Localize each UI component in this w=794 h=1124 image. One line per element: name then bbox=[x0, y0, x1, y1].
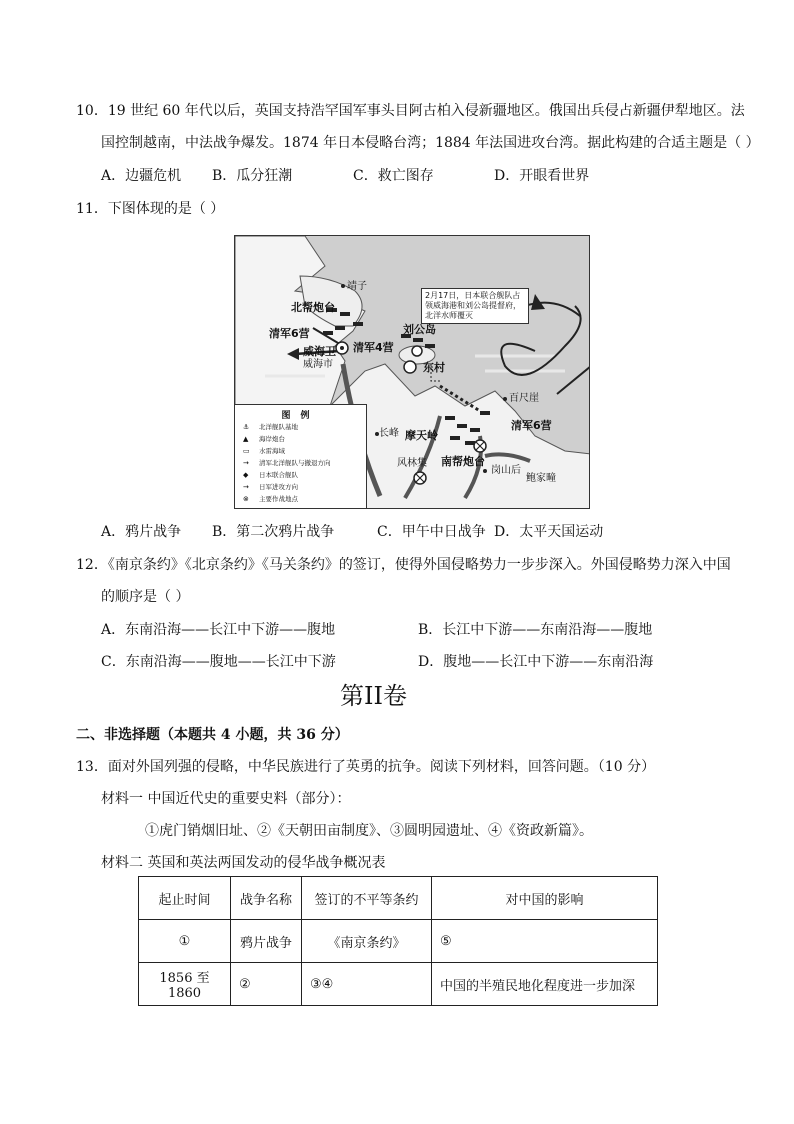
table-header: 战争名称 bbox=[231, 877, 302, 920]
attack-arrow-icon: → bbox=[243, 483, 249, 491]
map-label-qing6a: 清军6营 bbox=[269, 327, 310, 340]
legend-item bbox=[243, 423, 298, 432]
minefield-icon: ▭ bbox=[243, 447, 250, 455]
table-row bbox=[139, 920, 658, 963]
material2-title: 材料二 英国和英法两国发动的侵华战争概况表 bbox=[101, 855, 386, 871]
legend-text: 主要作战地点 bbox=[259, 495, 298, 503]
map-legend bbox=[235, 404, 367, 509]
legend-item bbox=[243, 483, 298, 492]
table-header: 起止时间 bbox=[139, 877, 231, 920]
q10-option-a: A．边疆危机 bbox=[101, 168, 182, 184]
map-label-fenglinji: 风林集 bbox=[397, 458, 427, 469]
map-label-motianling: 摩天岭 bbox=[405, 429, 438, 442]
q11-option-a: A．鸦片战争 bbox=[101, 524, 182, 540]
table-row bbox=[139, 963, 658, 1006]
legend-text: 日本联合舰队 bbox=[259, 471, 298, 479]
q12-option-d: D．腹地——长江中下游——东南沿海 bbox=[418, 654, 654, 670]
map-label-weihaishi: 威海市 bbox=[303, 359, 333, 370]
war-map bbox=[234, 235, 590, 509]
table-cell: 《南京条约》 bbox=[302, 920, 432, 963]
map-label-changfeng: 长峰 bbox=[379, 428, 399, 439]
war-table bbox=[138, 876, 658, 1006]
section-heading: 二、非选择题（本题共 4 小题，共 36 分） bbox=[76, 727, 349, 743]
table-cell: ② bbox=[231, 963, 302, 1006]
table-header: 签订的不平等条约 bbox=[302, 877, 432, 920]
table-cell: 中国的半殖民地化程度进一步加深 bbox=[432, 963, 658, 1006]
legend-text: 清军北洋舰队与撤退方向 bbox=[259, 459, 331, 467]
table-cell: 鸦片战争 bbox=[231, 920, 302, 963]
retreat-arrow-icon: → bbox=[243, 459, 249, 467]
fort-icon: ▲ bbox=[243, 435, 249, 443]
q11-option-c: C．甲午中日战争 bbox=[377, 524, 486, 540]
table-header: 对中国的影响 bbox=[432, 877, 658, 920]
table-cell: ① bbox=[139, 920, 231, 963]
map-label-qing6b: 清军6营 bbox=[511, 419, 552, 432]
q11-option-b: B．第二次鸦片战争 bbox=[212, 524, 335, 540]
map-label-weihaiwei: 威海卫 bbox=[303, 345, 336, 358]
legend-item bbox=[243, 495, 298, 504]
map-label-jingzi: 靖子 bbox=[347, 281, 367, 292]
map-label-beibang: 北帮炮台 bbox=[291, 301, 335, 314]
legend-text: 北洋舰队基地 bbox=[259, 423, 298, 431]
legend-item bbox=[243, 459, 331, 468]
q11-stem: 11．下图体现的是（ ） bbox=[76, 201, 225, 217]
legend-text: 水雷海域 bbox=[259, 447, 285, 455]
section-title: 第II卷 bbox=[340, 682, 407, 710]
legend-item bbox=[243, 447, 285, 456]
q12-stem-line2: 的顺序是（ ） bbox=[101, 589, 190, 605]
map-label-nanbang: 南帮炮台 bbox=[441, 455, 485, 468]
legend-item bbox=[243, 471, 298, 480]
q12-option-c: C．东南沿海——腹地——长江中下游 bbox=[101, 654, 336, 670]
legend-item bbox=[243, 435, 285, 444]
map-label-liugong: 刘公岛 bbox=[403, 323, 436, 336]
map-label-dongcun: 东村 bbox=[423, 361, 445, 374]
q10-stem-line1: 10．19 世纪 60 年代以后，英国支持浩罕国军事头目阿古柏入侵新疆地区。俄国出兵侵占新疆伊犁地区。法 bbox=[76, 103, 745, 119]
material1-title: 材料一 中国近代史的重要史料（部分）： bbox=[101, 791, 351, 807]
table-cell: ③④ bbox=[302, 963, 432, 1006]
table-header-row bbox=[139, 877, 658, 920]
q11-option-d: D．太平天国运动 bbox=[494, 524, 604, 540]
q12-stem-line1: 12．《南京条约》《北京条约》《马关条约》的签订，使得外国侵略势力一步步深入。外国侵略势力深入中国 bbox=[76, 557, 731, 573]
q10-option-c: C．救亡图存 bbox=[353, 168, 434, 184]
map-callout: 2月17日，日本联合舰队占领威海港和刘公岛提督府，北洋水师覆灭 bbox=[421, 288, 529, 324]
map-label-baichiya: 百尺崖 bbox=[509, 393, 539, 404]
table-cell: 1856 至 1860 bbox=[139, 963, 231, 1006]
legend-title: 图例 bbox=[281, 411, 320, 421]
battle-icon: ⊗ bbox=[243, 495, 249, 503]
q10-option-d: D．开眼看世界 bbox=[494, 168, 590, 184]
map-label-gangshanhou: 岗山后 bbox=[491, 465, 521, 476]
table-cell: ⑤ bbox=[432, 920, 658, 963]
q12-option-a: A．东南沿海——长江中下游——腹地 bbox=[101, 622, 336, 638]
q13-stem: 13．面对外国列强的侵略，中华民族进行了英勇的抗争。阅读下列材料，回答问题。（10 分） bbox=[76, 759, 656, 775]
anchor-icon: ⚓ bbox=[243, 423, 250, 431]
map-label-qing4: 清军4营 bbox=[353, 341, 394, 354]
q10-stem-line2: 国控制越南，中法战争爆发。1874 年日本侵略台湾；1884 年法国进攻台湾。据此构建的合适主题是（ ） bbox=[101, 135, 760, 151]
q10-option-b: B．瓜分狂潮 bbox=[212, 168, 293, 184]
map-label-baojiatuan: 鲍家疃 bbox=[526, 473, 556, 484]
legend-text: 海岸炮台 bbox=[259, 435, 285, 443]
legend-text: 日军进攻方向 bbox=[259, 483, 298, 491]
q12-option-b: B．长江中下游——东南沿海——腹地 bbox=[418, 622, 653, 638]
material1-body: ①虎门销烟旧址、②《天朝田亩制度》、③圆明园遗址、④《资政新篇》。 bbox=[145, 823, 593, 839]
fleet-icon: ◆ bbox=[243, 471, 249, 479]
